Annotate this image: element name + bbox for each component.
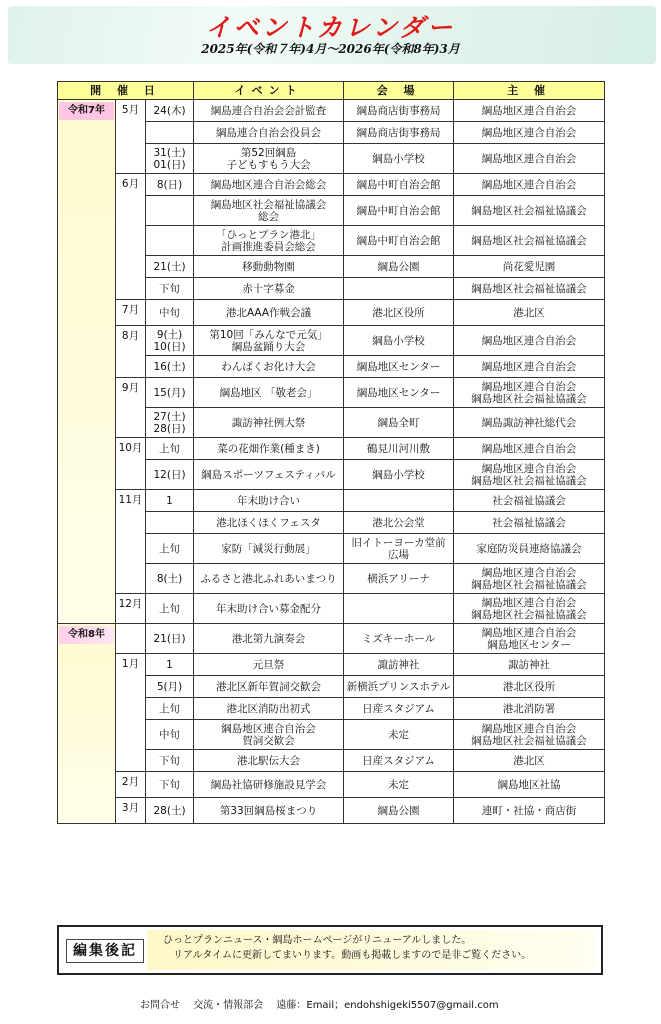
venue-cell: 港北公会堂: [344, 512, 454, 534]
table-row: [58, 378, 605, 408]
day-cell: 上旬: [146, 438, 194, 460]
month-cell: [116, 624, 146, 654]
organizer-cell: 諏訪神社: [454, 654, 605, 676]
table-row: [58, 174, 605, 196]
col-organizer-header: 主 催: [454, 82, 605, 100]
period-subtitle: 2025年(令和７年)4月～2026年(令和8年)3月: [201, 42, 460, 56]
organizer-cell: 綱島地区連合自治会 綱島地区社会福祉協議会: [454, 594, 605, 624]
day-cell: 1: [146, 654, 194, 676]
day-cell: 8(日): [146, 174, 194, 196]
day-cell: 下旬: [146, 750, 194, 772]
era-label: 令和8年: [59, 626, 114, 644]
venue-cell: 綱島公園: [344, 256, 454, 278]
editor-note-line: ひっとプランニュース・綱島ホームページがリニューアルしました。: [163, 935, 472, 946]
event-cell: 綱島連合自治会会計監査: [194, 100, 344, 122]
venue-cell: 綱島公園: [344, 798, 454, 824]
day-cell: 5(月): [146, 676, 194, 698]
venue-cell: 綱島地区センター: [344, 356, 454, 378]
month-cell: 6月: [116, 174, 146, 300]
event-cell: 綱島地区連合自治会 賀詞交歓会: [194, 720, 344, 750]
organizer-cell: 綱島地区連合自治会: [454, 174, 605, 196]
table-row: [58, 100, 605, 122]
event-calendar: [57, 81, 605, 824]
day-cell: 27(土) 28(日): [146, 408, 194, 438]
col-event-header: イベント: [194, 82, 344, 100]
organizer-cell: 連町・社協・商店街: [454, 798, 605, 824]
event-cell: 第33回綱島桜まつり: [194, 798, 344, 824]
col-venue-header: 会 場: [344, 82, 454, 100]
event-cell: ふるさと港北ふれあいまつり: [194, 564, 344, 594]
event-cell: 港北第九演奏会: [194, 624, 344, 654]
event-cell: 年末助け合い: [194, 490, 344, 512]
month-cell: 8月: [116, 326, 146, 378]
event-cell: わんぱくお化け大会: [194, 356, 344, 378]
organizer-cell: 綱島地区社会福祉協議会: [454, 196, 605, 226]
day-cell: 下旬: [146, 278, 194, 300]
venue-cell: 未定: [344, 772, 454, 798]
editor-note-line: リアルタイムに更新してまいります。動画も掲載しますので是非ご覧ください。: [173, 950, 532, 961]
table-row: [58, 624, 605, 654]
event-cell: 元旦祭: [194, 654, 344, 676]
day-cell: 28(土): [146, 798, 194, 824]
venue-cell: 綱島商店街事務局: [344, 100, 454, 122]
month-cell: 7月: [116, 300, 146, 326]
editor-note-box: [57, 925, 603, 975]
organizer-cell: 港北区: [454, 750, 605, 772]
organizer-cell: 港北区役所: [454, 676, 605, 698]
event-cell: 年末助け合い募金配分: [194, 594, 344, 624]
calendar-table: [57, 81, 605, 824]
organizer-cell: 尚花愛児園: [454, 256, 605, 278]
organizer-cell: 社会福祉協議会: [454, 512, 605, 534]
venue-cell: [344, 490, 454, 512]
venue-cell: 綱島商店街事務局: [344, 122, 454, 144]
venue-cell: 綱島小学校: [344, 326, 454, 356]
era-cell: [58, 100, 116, 624]
organizer-cell: 綱島地区連合自治会: [454, 100, 605, 122]
day-cell: 1: [146, 490, 194, 512]
era-label: 令和7年: [59, 102, 114, 120]
organizer-cell: 綱島地区連合自治会: [454, 356, 605, 378]
organizer-cell: 社会福祉協議会: [454, 490, 605, 512]
contact-email[interactable]: 遠藤：Email；endohshigeki5507@gmail.com: [276, 1000, 499, 1011]
event-cell: 赤十字募金: [194, 278, 344, 300]
venue-cell: 綱島中町自治会館: [344, 174, 454, 196]
event-cell: 綱島スポーツフェスティバル: [194, 460, 344, 490]
organizer-cell: 綱島地区連合自治会 綱島地区社会福祉協議会: [454, 720, 605, 750]
contact-dept: 交流・情報部会: [193, 1000, 264, 1011]
day-cell: 16(土): [146, 356, 194, 378]
organizer-cell: 綱島地区連合自治会 綱島地区社会福祉協議会: [454, 378, 605, 408]
venue-cell: 諏訪神社: [344, 654, 454, 676]
event-cell: 綱島地区連合自治会総会: [194, 174, 344, 196]
event-cell: 綱島地区 「敬老会」: [194, 378, 344, 408]
organizer-cell: 港北消防署: [454, 698, 605, 720]
day-cell: 上旬: [146, 534, 194, 564]
month-cell: 11月: [116, 490, 146, 594]
venue-cell: 綱島小学校: [344, 144, 454, 174]
month-cell: 2月: [116, 772, 146, 798]
day-cell: 21(日): [146, 624, 194, 654]
day-cell: 上旬: [146, 698, 194, 720]
venue-cell: 日産スタジアム: [344, 750, 454, 772]
organizer-cell: 綱島地区連合自治会: [454, 144, 605, 174]
event-cell: 綱島連合自治会役員会: [194, 122, 344, 144]
month-cell: 10月: [116, 438, 146, 490]
venue-cell: [344, 278, 454, 300]
month-cell: 3月: [116, 798, 146, 824]
day-cell: [146, 196, 194, 226]
day-cell: 12(日): [146, 460, 194, 490]
event-cell: 港北区消防出初式: [194, 698, 344, 720]
contact-label: お問合せ: [140, 1000, 180, 1011]
event-cell: 港北ほくほくフェスタ: [194, 512, 344, 534]
event-cell: 港北区新年賀詞交歓会: [194, 676, 344, 698]
day-cell: 24(木): [146, 100, 194, 122]
venue-cell: 日産スタジアム: [344, 698, 454, 720]
venue-cell: 綱島地区センター: [344, 378, 454, 408]
event-cell: 菜の花畑作業(種まき): [194, 438, 344, 460]
organizer-cell: 綱島地区連合自治会 綱島地区センター: [454, 624, 605, 654]
day-cell: 上旬: [146, 594, 194, 624]
organizer-cell: 港北区: [454, 300, 605, 326]
era-cell: [58, 624, 116, 824]
event-cell: 第10回「みんなで元気」 綱島盆踊り大会: [194, 326, 344, 356]
venue-cell: 横浜アリーナ: [344, 564, 454, 594]
day-cell: 下旬: [146, 772, 194, 798]
calendar-body: [58, 100, 605, 824]
event-cell: 綱島社協研修施設見学会: [194, 772, 344, 798]
day-cell: 8(土): [146, 564, 194, 594]
organizer-cell: 綱島地区社会福祉協議会: [454, 278, 605, 300]
venue-cell: 綱島全町: [344, 408, 454, 438]
day-cell: 15(月): [146, 378, 194, 408]
col-date-header: 開 催 日: [58, 82, 194, 100]
organizer-cell: 綱島地区連合自治会 綱島地区社会福祉協議会: [454, 460, 605, 490]
day-cell: [146, 512, 194, 534]
venue-cell: 港北区役所: [344, 300, 454, 326]
table-row: [58, 772, 605, 798]
venue-cell: 新横浜プリンスホテル: [344, 676, 454, 698]
venue-cell: 未定: [344, 720, 454, 750]
day-cell: 中旬: [146, 300, 194, 326]
page-title: イベントカレンダー: [205, 13, 456, 42]
organizer-cell: 綱島地区社会福祉協議会: [454, 226, 605, 256]
day-cell: 9(土) 10(日): [146, 326, 194, 356]
event-cell: 家防「減災行動展」: [194, 534, 344, 564]
header-row: [58, 82, 605, 100]
editor-note-label: 編集後記: [66, 939, 144, 963]
venue-cell: 綱島中町自治会館: [344, 196, 454, 226]
month-cell: 12月: [116, 594, 146, 624]
month-cell: 1月: [116, 654, 146, 772]
event-cell: 綱島地区社会福祉協議会 総会: [194, 196, 344, 226]
day-cell: [146, 122, 194, 144]
day-cell: 21(土): [146, 256, 194, 278]
venue-cell: [344, 594, 454, 624]
event-cell: 移動動物園: [194, 256, 344, 278]
table-row: [58, 438, 605, 460]
venue-cell: 綱島小学校: [344, 460, 454, 490]
event-cell: 港北AAA作戦会議: [194, 300, 344, 326]
table-row: [58, 798, 605, 824]
venue-cell: ミズキーホール: [344, 624, 454, 654]
event-cell: 諏訪神社例大祭: [194, 408, 344, 438]
event-cell: 港北駅伝大会: [194, 750, 344, 772]
venue-cell: 鶴見川河川敷: [344, 438, 454, 460]
day-cell: 31(土) 01(日): [146, 144, 194, 174]
organizer-cell: 綱島地区連合自治会: [454, 326, 605, 356]
table-row: [58, 594, 605, 624]
event-cell: 第52回綱島 子どもすもう大会: [194, 144, 344, 174]
organizer-cell: 家庭防災員連絡協議会: [454, 534, 605, 564]
day-cell: 中旬: [146, 720, 194, 750]
organizer-cell: 綱島地区社協: [454, 772, 605, 798]
organizer-cell: 綱島諏訪神社総代会: [454, 408, 605, 438]
contact-info: [140, 996, 509, 1011]
organizer-cell: 綱島地区連合自治会: [454, 122, 605, 144]
venue-cell: 綱島中町自治会館: [344, 226, 454, 256]
organizer-cell: 綱島地区連合自治会: [454, 438, 605, 460]
table-row: [58, 326, 605, 356]
table-row: [58, 654, 605, 676]
table-row: [58, 300, 605, 326]
venue-cell: 旧イトーヨーカ堂前 広場: [344, 534, 454, 564]
month-cell: 5月: [116, 100, 146, 174]
day-cell: [146, 226, 194, 256]
organizer-cell: 綱島地区連合自治会 綱島地区社会福祉協議会: [454, 564, 605, 594]
month-cell: 9月: [116, 378, 146, 438]
event-cell: 「ひっとプラン港北」 計画推進委員会総会: [194, 226, 344, 256]
table-row: [58, 490, 605, 512]
editor-note-body: [147, 930, 595, 970]
